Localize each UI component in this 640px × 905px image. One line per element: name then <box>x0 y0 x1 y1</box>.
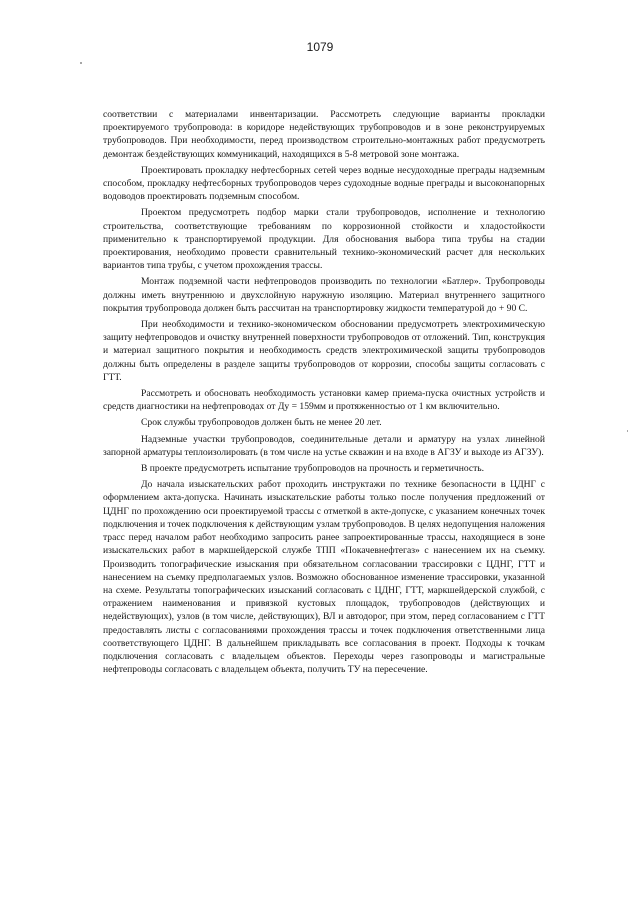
paragraph: соответствии с материалами инвентаризации. Рассмотреть следующие варианты прокладки проектируемого трубопровода: в коридоре недействующих трубопроводов и в зоне реконструируемых трубопроводов. При необходимости, перед производством строительно-монтажных работ предусмотреть демонтаж бездействующих коммуникаций, находящихся в 5-8 метровой зоне монтажа. <box>103 109 545 160</box>
paragraph: Проектировать прокладку нефтесборных сетей через водные несудоходные преграды надземным способом, прокладку нефтесборных трубопроводов через судоходные водные преграды и высоконапорных водоводов проектировать подземным способом. <box>103 164 545 203</box>
page-number: 1079 <box>306 40 334 54</box>
scan-speck <box>80 62 82 64</box>
paragraph: Рассмотреть и обосновать необходимость установки камер приема-пуска очистных устройств и средств диагностики на нефтепроводах от Ду = 159мм и протяженностью от 1 км включительно. <box>103 388 545 413</box>
paragraph: До начала изыскательских работ проходить инструктажи по технике безопасности в ЦДНГ с оформлением акта-допуска. Начинать изыскательские работы только после получения предложений от ЦДНГ по прохождению оси проектируемой трассы с отметкой в акте-допуске, с указанием конечных точек подключения и точек подключения к действующим узлам трубопроводов. В целях недопущения наложения трасс перед началом работ необходимо запросить ранее запроектированные трассы, находящиеся в зоне изыскательских работ в маркшейдерской службе ТПП «Покачевнефтегаз» с нанесением их на съемку. Производить топографические изыскания при обязательном согласовании трассировки с ЦДНГ, ГТТ и нанесением на съемку предполагаемых узлов. Возможно обоснованное изменение трассировки, указанной на схеме. Результаты топографических изысканий согласовать с ЦДНГ, ГТТ, маркшейдерской службой, с отражением наименования и привязкой кустовых площадок, трубопроводов (действующих и недействующих), узлов (в том числе, действующих), ВЛ и автодорог, при этом, перед согласованием с ГТТ предоставлять листы с согласованиями прохождения трассы и точек подключения ответственными лица соответствующего ЦДНГ. В дальнейшем прикладывать все согласования в проект. Подходы к точкам подключения согласовать с владельцем объектов. Переходы через газопроводы и магистральные нефтепроводы согласовать с владельцем объекта, получить ТУ на пересечение. <box>103 479 545 676</box>
scan-speck <box>627 430 628 432</box>
paragraph: Срок службы трубопроводов должен быть не менее 20 лет. <box>141 417 382 429</box>
paragraph: Проектом предусмотреть подбор марки стали трубопроводов, исполнение и технологию строительства, соответствующие требованиям по коррозионной стойкости и хладостойкости применительно к транспортируемой продукции. Для обоснования выбора типа трубы на стадии проектирования, необходимо провести сравнительный технико-экономический расчет для нескольких вариантов типа трубы, с учетом прохождения трассы. <box>103 207 545 272</box>
paragraph: Монтаж подземной части нефтепроводов производить по технологии «Батлер». Трубопроводы должны иметь внутреннюю и двухслойную наружную изоляцию. Материал внутреннего защитного покрытия трубопровода должен быть рассчитан на транспортировку жидкости температурой до + 90 С. <box>103 276 545 314</box>
paragraph: В проекте предусмотреть испытание трубопроводов на прочность и герметичность. <box>141 463 485 475</box>
paragraph: При необходимости и технико-экономическом обосновании предусмотреть электрохимическую защиту нефтепроводов и очистку внутренней поверхности трубопроводов от отложений. Тип, конструкция и материал защитного покрытия и необходимость средств электрохимической защиты трубопроводов должны быть определены в разделе защиты трубопроводов от коррозии, способы защиты согласовать с ГТТ. <box>103 319 545 383</box>
paragraph: Надземные участки трубопроводов, соединительные детали и арматуру на узлах линейной запорной арматуры теплоизолировать (в том числе на устье скважин и на входе в АГЗУ и выходе из АГЗУ). <box>103 433 545 458</box>
body-text <box>103 108 545 679</box>
